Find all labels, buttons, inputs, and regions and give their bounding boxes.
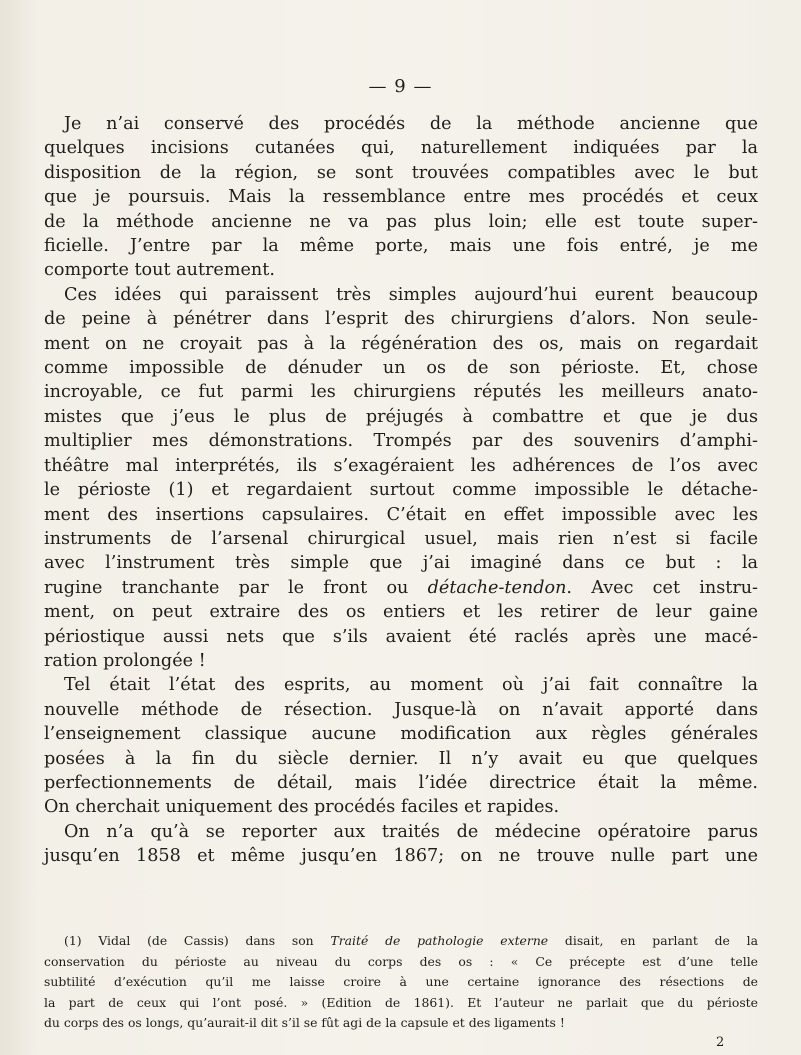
italic-title: Traité de pathologie externe: [330, 933, 549, 948]
text-line: de peine à pénétrer dans l’esprit des chirurgiens d’alors. Non seule-: [44, 309, 758, 330]
footnote-line: du corps des os longs, qu’aurait-il dit s’il se fût agi de la capsule et des ligaments !: [44, 1015, 565, 1031]
text-line: l’enseignement classique aucune modification aux règles générales: [44, 724, 758, 745]
text-line: jusqu’en 1858 et même jusqu’en 1867; on ne trouve nulle part une: [44, 846, 758, 867]
signature-mark: 2: [716, 1035, 725, 1050]
footnote: [44, 931, 758, 1034]
text-line: nouvelle méthode de résection. Jusque-là on n’avait apporté dans: [44, 699, 758, 720]
text-line: ment, on peut extraire des os entiers et les retirer de leur gaine: [44, 602, 758, 623]
italic-term: détache-tendon: [427, 577, 567, 598]
text-line: multiplier mes démonstrations. Trompés par des souvenirs d’amphi-: [44, 431, 758, 452]
text-line: Tel était l’état des esprits, au moment où j’ai fait connaître la: [64, 675, 758, 696]
text-line: incroyable, ce fut parmi les chirurgiens réputés les meilleurs anato-: [44, 382, 758, 403]
text-line: On cherchait uniquement des procédés faciles et rapides.: [44, 797, 560, 818]
footnote-line: conservation du périoste au niveau du corps des os : « Ce précepte est d’une telle: [44, 953, 758, 969]
text-line: mistes que j’eus le plus de préjugés à combattre et que je dus: [44, 406, 758, 427]
body-text: [44, 112, 758, 869]
footnote-line: la part de ceux qui l’ont posé. » (Edition de 1861). Et l’auteur ne parlait que du périoste: [44, 994, 758, 1010]
text-segment: rugine tranchante par le front ou: [44, 577, 409, 598]
text-line-italic: [44, 576, 758, 600]
text-line: ration prolongée !: [44, 650, 206, 671]
text-line: le périoste (1) et regardaient surtout comme impossible le détache-: [44, 480, 758, 501]
text-line: ment on ne croyait pas à la régénération des os, mais on regardait: [44, 333, 758, 354]
text-line: Ces idées qui paraissent très simples aujourd’hui eurent beaucoup: [64, 284, 758, 305]
footnote-line: [44, 931, 758, 952]
text-line: posées à la fin du siècle dernier. Il n’y avait eu que quelques: [44, 748, 758, 769]
text-line: avec l’instrument très simple que j’ai imaginé dans ce but : la: [44, 553, 758, 574]
text-line: périostique aussi nets que s’ils avaient été raclés après une macé-: [44, 626, 758, 647]
text-segment: disait, en parlant de la: [564, 933, 758, 948]
text-line: On n’a qu’à se reporter aux traités de médecine opératoire parus: [64, 821, 758, 842]
text-line: instruments de l’arsenal chirurgical usuel, mais rien n’est si facile: [44, 528, 758, 549]
text-line: disposition de la région, se sont trouvées compatibles avec le but: [44, 162, 758, 183]
text-segment: (1) Vidal (de Cassis) dans son: [64, 933, 314, 948]
page-number: — 9 —: [368, 76, 433, 97]
text-line: quelques incisions cutanées qui, naturellement indiquées par la: [44, 138, 758, 159]
text-line: théâtre mal interprétés, ils s’exagéraient les adhérences de l’os avec: [44, 455, 758, 476]
text-line: perfectionnements de détail, mais l’idée directrice était la même.: [44, 772, 758, 793]
footnote-line: subtilité d’exécution qu’il me laisse croire à une certaine ignorance des résections de: [44, 974, 758, 990]
text-line: Je n’ai conservé des procédés de la méthode ancienne que: [64, 114, 758, 134]
text-line: ficielle. J’entre par la même porte, mais une fois entré, je me: [44, 236, 758, 257]
text-line: de la méthode ancienne ne va pas plus loin; elle est toute super-: [44, 211, 758, 232]
text-line: ment des insertions capsulaires. C’était en effet impossible avec les: [44, 504, 758, 525]
text-segment: . Avec cet instru-: [566, 577, 759, 598]
text-line: comme impossible de dénuder un os de son périoste. Et, chose: [44, 358, 758, 379]
text-line: que je poursuis. Mais la ressemblance entre mes procédés et ceux: [44, 187, 758, 208]
text-line: comporte tout autrement.: [44, 260, 275, 281]
